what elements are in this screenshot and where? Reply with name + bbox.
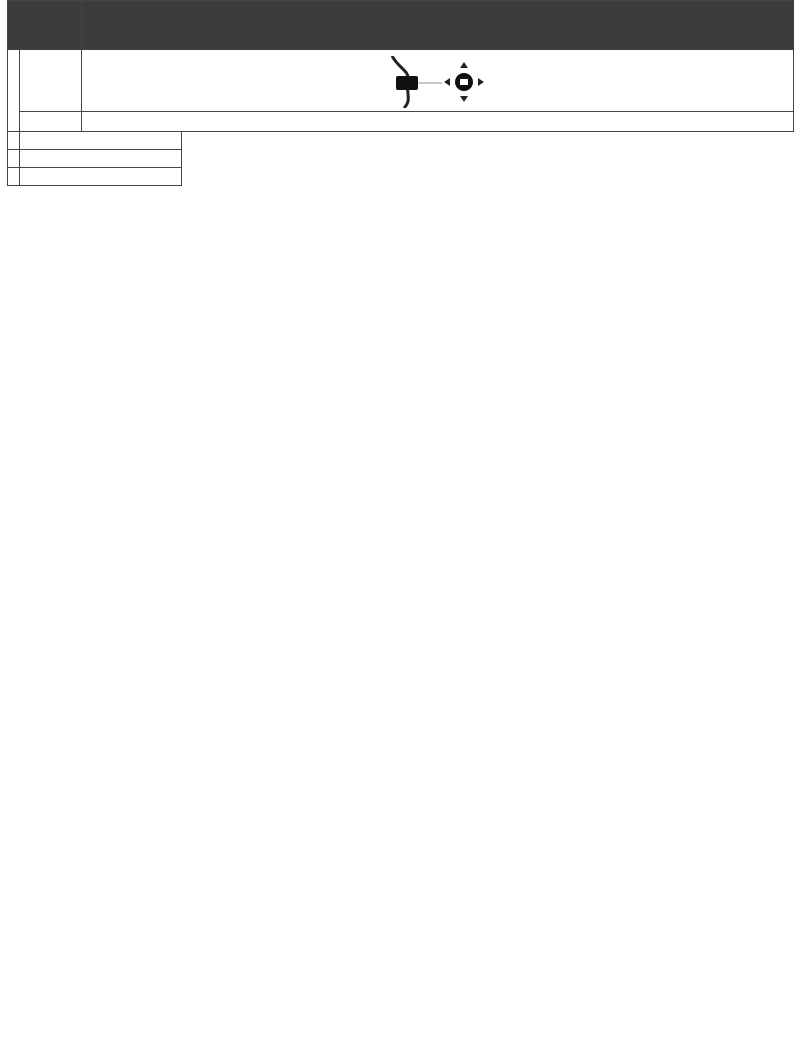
header-title: [82, 1, 794, 50]
wb-value: [20, 150, 182, 168]
spec-table: [7, 0, 794, 186]
nr-label: [8, 168, 20, 186]
osd-cable-panel: [82, 52, 793, 110]
osd-note: [518, 58, 530, 90]
nr-value: [20, 168, 182, 186]
osd-side-label: [8, 50, 20, 132]
lens-label: [20, 112, 82, 132]
table-header: [8, 1, 794, 50]
osd-label: [20, 50, 82, 112]
osd-note-line2: [518, 74, 530, 90]
wb-label: [8, 150, 20, 168]
header-col1: [8, 1, 82, 50]
blc-value: [20, 132, 182, 150]
lens-value: [82, 112, 794, 132]
blc-label: [8, 132, 20, 150]
osd-control-cable-icon: [382, 56, 512, 108]
